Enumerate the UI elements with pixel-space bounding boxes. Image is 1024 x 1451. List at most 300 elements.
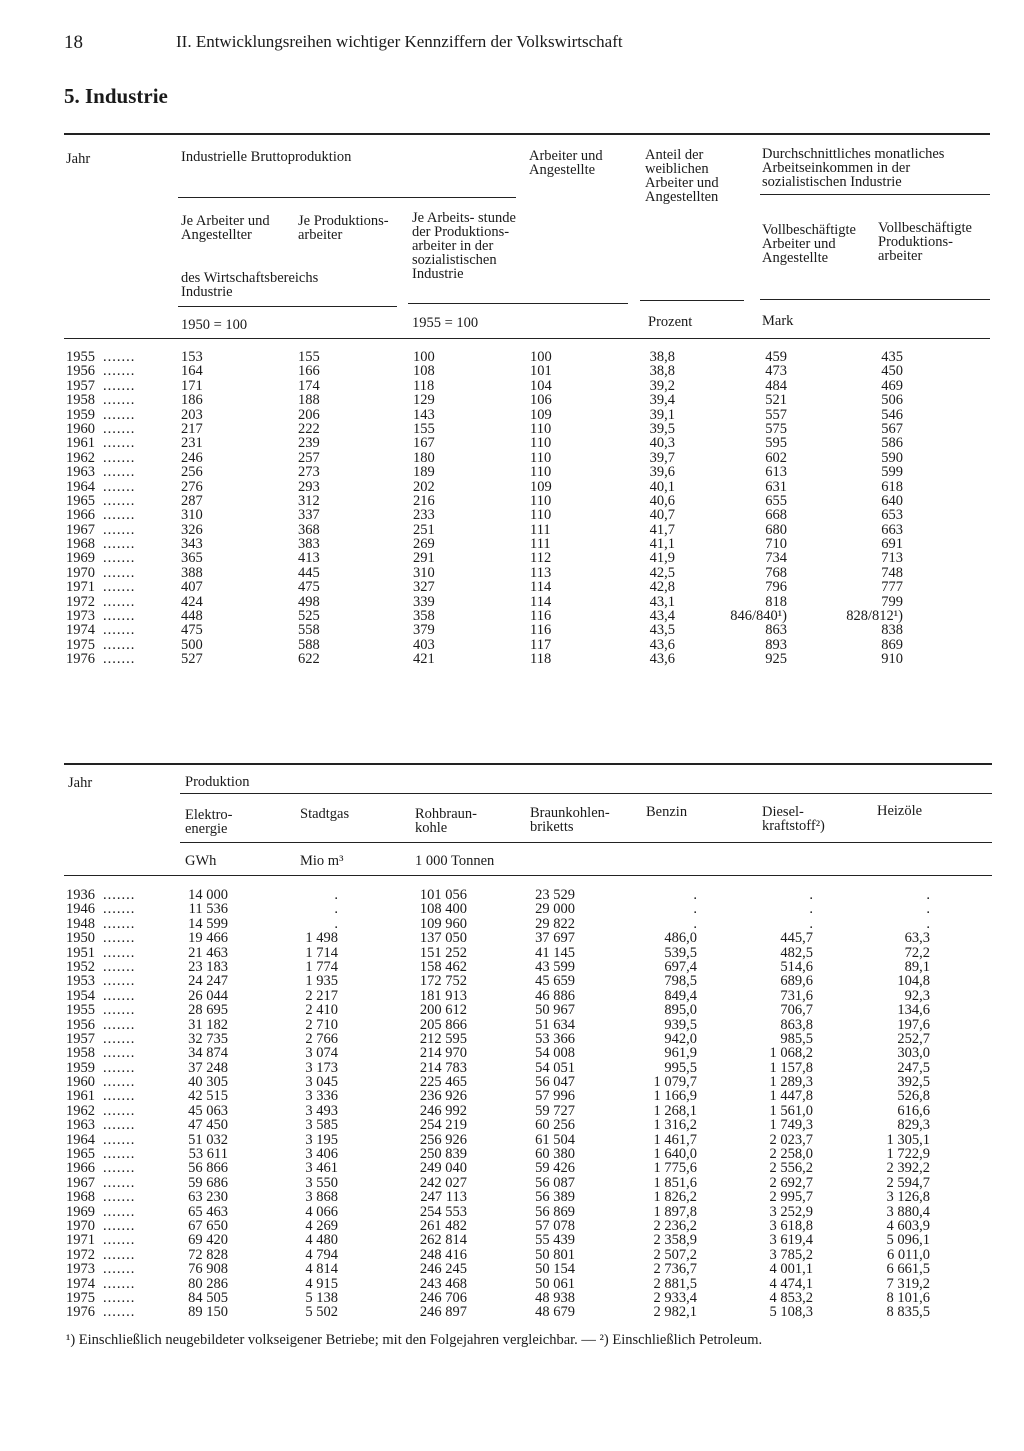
cell-e: 1 079,7 [653,1074,697,1091]
table2-sub-rule [180,842,992,843]
cell-b: 383 [298,536,320,553]
row-leader-dots: ....... [103,420,136,437]
table1-unit-prozent: Prozent [648,314,693,330]
cell-f: 445,7 [780,930,813,947]
cell-g: 134,6 [897,1002,930,1019]
cell-b: 3 585 [305,1117,338,1134]
table-row [0,902,1024,916]
cell-f: 731,6 [780,987,813,1004]
cell-e: 43,4 [649,608,675,625]
cell-d: 118 [530,651,552,668]
cell-d: 55 439 [535,1232,575,1249]
table1-header-je-arbeiter: Je Arbeiter und Angestellter [181,213,270,243]
cell-e: 961,9 [664,1045,697,1062]
cell-g: 663 [881,521,903,538]
cell-g: 7 319,2 [886,1275,930,1292]
cell-g: 3 126,8 [886,1189,930,1206]
cell-c: 251 [413,521,435,538]
row-leader-dots: ....... [103,1059,136,1076]
cell-e: 42,5 [649,564,675,581]
row-year: 1964 [66,1131,95,1148]
cell-d: 110 [530,507,552,524]
table-row [0,408,1024,422]
cell-f: 2 692,7 [769,1174,813,1191]
row-year: 1961 [66,1088,95,1105]
row-year: 1962 [66,449,95,466]
cell-e: 2 933,4 [653,1289,697,1306]
cell-b: 4 794 [305,1246,338,1263]
cell-d: 41 145 [535,944,575,961]
row-leader-dots: ....... [103,349,136,365]
cell-g: 6 011,0 [887,1246,930,1263]
cell-c: 269 [413,536,435,553]
table-row [0,350,1024,364]
table2-top-rule [64,763,992,765]
row-leader-dots: ....... [103,958,136,975]
cell-a: 26 044 [188,987,228,1004]
cell-c: 151 252 [419,944,467,961]
cell-d: 29 000 [535,901,575,918]
cell-e: 939,5 [664,1016,697,1033]
cell-b: 475 [298,579,320,596]
cell-a: 256 [181,464,203,481]
table-row [0,1176,1024,1190]
row-year: 1963 [66,1117,95,1134]
cell-e: 2 358,9 [653,1232,697,1249]
row-leader-dots: ....... [103,1088,136,1105]
table-row [0,989,1024,1003]
row-year: 1953 [66,973,95,990]
table-row [0,1277,1024,1291]
cell-g: 869 [881,636,903,653]
row-leader-dots: ....... [103,478,136,495]
table-row [0,1147,1024,1161]
cell-c: 101 056 [419,887,467,903]
table-row [0,1046,1024,1060]
cell-c: 254 553 [419,1203,467,1220]
row-leader-dots: ....... [103,651,136,668]
cell-g: 2 594,7 [886,1174,930,1191]
table2-header-benzin: Benzin [646,804,688,820]
cell-g: 546 [881,406,903,423]
cell-f: 1 157,8 [769,1059,813,1076]
row-year: 1963 [66,464,95,481]
table2-header-rohbraunkohle: Rohbraun- kohle [415,806,478,836]
cell-e: . [693,887,697,903]
cell-g: 104,8 [897,973,930,990]
table1-sub-rule-4 [760,299,990,300]
cell-c: 246 706 [419,1289,467,1306]
table2-body [0,888,1024,1320]
cell-f: 863,8 [780,1016,813,1033]
cell-c: 158 462 [419,958,467,975]
cell-d: 110 [530,464,552,481]
cell-b: 3 336 [305,1088,338,1105]
cell-c: 212 595 [419,1030,467,1047]
row-year: 1971 [66,1232,95,1249]
cell-e: 486,0 [664,930,697,947]
cell-d: 54 008 [535,1045,575,1062]
row-year: 1958 [66,392,95,409]
row-year: 1964 [66,478,95,495]
table-row [0,1032,1024,1046]
row-leader-dots: ....... [103,915,136,932]
cell-a: 89 150 [188,1304,228,1321]
cell-b: 558 [298,622,320,639]
table-row [0,364,1024,378]
row-leader-dots: ....... [103,1117,136,1134]
row-leader-dots: ....... [103,930,136,947]
cell-g: 72,2 [904,944,930,961]
cell-a: 365 [181,550,203,567]
cell-e: 38,8 [649,363,675,380]
cell-g: 3 880,4 [886,1203,930,1220]
row-leader-dots: ....... [103,363,136,380]
cell-g: 640 [881,492,903,509]
cell-a: 65 463 [188,1203,228,1220]
cell-b: 588 [298,636,320,653]
cell-c: 214 970 [419,1045,467,1062]
cell-a: 56 866 [188,1160,228,1177]
table-row [0,1075,1024,1089]
cell-d: 50 967 [535,1002,575,1019]
cell-d: 110 [530,420,552,437]
cell-f: 1 561,0 [769,1102,813,1119]
row-year: 1975 [66,1289,95,1306]
cell-e: 39,1 [649,406,675,423]
cell-a: 310 [181,507,203,524]
cell-g: 586 [881,435,903,452]
cell-d: 110 [530,435,552,452]
cell-e: 40,6 [649,492,675,509]
cell-a: 32 735 [188,1030,228,1047]
cell-e: 39,2 [649,377,675,394]
cell-a: 51 032 [188,1131,228,1148]
cell-b: . [334,901,338,918]
table-row [0,494,1024,508]
row-year: 1966 [66,507,95,524]
section-title: 5. Industrie [64,84,168,108]
cell-g: 713 [881,550,903,567]
cell-e: 43,5 [649,622,675,639]
row-year: 1956 [66,363,95,380]
row-year: 1962 [66,1102,95,1119]
cell-d: 23 529 [535,887,575,903]
cell-g: 4 603,9 [886,1217,930,1234]
table2-col-year-header: Jahr [68,775,93,791]
row-year: 1969 [66,550,95,567]
cell-f: . [809,887,813,903]
cell-b: 1 774 [305,958,338,975]
cell-g: 777 [881,579,903,596]
cell-e: 895,0 [664,1002,697,1019]
cell-b: 2 766 [305,1030,338,1047]
table2-header-bottom-rule [64,875,992,876]
cell-c: 310 [413,564,435,581]
table2-group-produktion: Produktion [185,774,250,790]
cell-d: 43 599 [535,958,575,975]
cell-g: 567 [881,420,903,437]
cell-c: 143 [413,406,435,423]
cell-a: 388 [181,564,203,581]
row-leader-dots: ....... [103,973,136,990]
cell-b: 174 [298,377,320,394]
table1-header-wirtschaftsbereich: des Wirtschaftsbereichs Industrie [181,270,319,300]
table1-col-year-header: Jahr [66,151,91,167]
table1-header-anteil-weiblich: Anteil der weiblichen Arbeiter und Angestellten [645,147,719,205]
row-year: 1972 [66,1246,95,1263]
cell-d: 100 [530,349,552,365]
cell-g: 506 [881,392,903,409]
cell-b: 3 406 [305,1146,338,1163]
cell-g: 526,8 [897,1088,930,1105]
row-year: 1950 [66,930,95,947]
row-leader-dots: ....... [103,1289,136,1306]
cell-a: 69 420 [188,1232,228,1249]
cell-a: 34 874 [188,1045,228,1062]
table-row [0,566,1024,580]
cell-g: 197,6 [897,1016,930,1033]
row-leader-dots: ....... [103,1232,136,1249]
cell-c: 167 [413,435,435,452]
row-leader-dots: ....... [103,1045,136,1062]
cell-e: 1 826,2 [653,1189,697,1206]
cell-d: 48 938 [535,1289,575,1306]
row-leader-dots: ....... [103,1261,136,1278]
cell-c: 129 [413,392,435,409]
cell-b: 257 [298,449,320,466]
cell-b: 368 [298,521,320,538]
cell-c: 291 [413,550,435,567]
cell-e: 1 640,0 [653,1146,697,1163]
table-row [0,638,1024,652]
cell-d: 56 047 [535,1074,575,1091]
cell-f: 680 [765,521,787,538]
cell-g: 6 661,5 [886,1261,930,1278]
cell-a: 276 [181,478,203,495]
table2-header-briketts: Braunkohlen- briketts [530,805,610,835]
cell-d: 54 051 [535,1059,575,1076]
cell-c: 236 926 [419,1088,467,1105]
cell-e: 942,0 [664,1030,697,1047]
table-row [0,917,1024,931]
cell-a: 47 450 [188,1117,228,1134]
cell-b: 3 493 [305,1102,338,1119]
table-row [0,974,1024,988]
table-row [0,1003,1024,1017]
cell-g: 2 392,2 [886,1160,930,1177]
table1-header-vollb-produktionsarbeiter: Vollbeschäftigte Produktions- arbeiter [878,220,972,264]
row-leader-dots: ....... [103,1304,136,1321]
row-year: 1956 [66,1016,95,1033]
cell-b: 622 [298,651,320,668]
row-leader-dots: ....... [103,901,136,918]
table-row [0,480,1024,494]
row-year: 1976 [66,651,95,668]
table-row [0,931,1024,945]
cell-f: 575 [765,420,787,437]
row-leader-dots: ....... [103,521,136,538]
cell-g: 1 305,1 [886,1131,930,1148]
cell-e: 1 897,8 [653,1203,697,1220]
cell-a: 343 [181,536,203,553]
cell-c: 181 913 [419,987,467,1004]
row-leader-dots: ....... [103,1131,136,1148]
cell-c: 242 027 [419,1174,467,1191]
cell-f: 734 [765,550,787,567]
cell-a: 14 000 [188,887,228,903]
row-year: 1936 [66,887,95,903]
cell-g: 828/812¹) [846,608,903,625]
cell-c: 202 [413,478,435,495]
cell-a: 40 305 [188,1074,228,1091]
cell-e: 41,7 [649,521,675,538]
table1-header-bottom-rule [64,338,990,339]
cell-g: 92,3 [904,987,930,1004]
cell-f: 2 023,7 [769,1131,813,1148]
table-row [0,1061,1024,1075]
cell-d: 111 [530,536,551,553]
row-year: 1970 [66,564,95,581]
row-leader-dots: ....... [103,1074,136,1091]
cell-c: 108 400 [419,901,467,918]
cell-d: 114 [530,579,552,596]
row-year: 1958 [66,1045,95,1062]
cell-a: 84 505 [188,1289,228,1306]
cell-b: 3 868 [305,1189,338,1206]
cell-a: 527 [181,651,203,668]
cell-f: 2 556,2 [769,1160,813,1177]
cell-a: 424 [181,593,203,610]
row-year: 1957 [66,377,95,394]
table-row [0,960,1024,974]
cell-a: 31 182 [188,1016,228,1033]
row-year: 1955 [66,1002,95,1019]
cell-g: 838 [881,622,903,639]
cell-g: 691 [881,536,903,553]
cell-b: 3 173 [305,1059,338,1076]
row-year: 1971 [66,579,95,596]
table-row [0,1305,1024,1319]
cell-e: 41,9 [649,550,675,567]
row-year: 1959 [66,1059,95,1076]
row-leader-dots: ....... [103,536,136,553]
row-year: 1960 [66,420,95,437]
cell-f: 482,5 [780,944,813,961]
table1-top-rule [64,133,990,135]
cell-a: 19 466 [188,930,228,947]
cell-a: 407 [181,579,203,596]
cell-d: 60 256 [535,1117,575,1134]
cell-c: 100 [413,349,435,365]
cell-d: 59 426 [535,1160,575,1177]
cell-a: 164 [181,363,203,380]
cell-c: 327 [413,579,435,596]
cell-d: 110 [530,492,552,509]
cell-b: 1 935 [305,973,338,990]
table-row [0,1104,1024,1118]
table-row [0,451,1024,465]
cell-a: 448 [181,608,203,625]
row-leader-dots: ....... [103,492,136,509]
cell-f: 985,5 [780,1030,813,1047]
cell-c: 155 [413,420,435,437]
cell-b: 2 410 [305,1002,338,1019]
cell-b: 4 269 [305,1217,338,1234]
row-leader-dots: ....... [103,636,136,653]
row-leader-dots: ....... [103,1160,136,1177]
cell-d: 116 [530,622,552,639]
row-year: 1965 [66,492,95,509]
cell-a: 23 183 [188,958,228,975]
cell-a: 217 [181,420,203,437]
row-leader-dots: ....... [103,1146,136,1163]
cell-d: 56 389 [535,1189,575,1206]
row-leader-dots: ....... [103,377,136,394]
cell-c: 118 [413,377,435,394]
cell-b: . [334,915,338,932]
cell-d: 117 [530,636,552,653]
row-year: 1966 [66,1160,95,1177]
table2-group-rule [180,793,992,794]
cell-f: 631 [765,478,787,495]
cell-b: 498 [298,593,320,610]
table1-sub-rule-1 [178,306,397,307]
cell-c: 247 113 [420,1189,467,1206]
cell-c: 200 612 [419,1002,467,1019]
cell-e: 39,6 [649,464,675,481]
cell-c: 225 465 [419,1074,467,1091]
cell-f: 768 [765,564,787,581]
cell-b: 4 066 [305,1203,338,1220]
running-title: II. Entwicklungsreihen wichtiger Kennziffern der Volkswirtschaft [176,32,623,51]
cell-e: 38,8 [649,349,675,365]
table1-einkommen-rule [760,194,990,195]
cell-e: 1 851,6 [653,1174,697,1191]
cell-b: 312 [298,492,320,509]
cell-a: 67 650 [188,1217,228,1234]
footnote: ¹) Einschließlich neugebildeter volkseigener Betriebe; mit den Folgejahren vergleichbar. — ²) Einschließlich Petroleum. [66,1332,763,1348]
cell-d: 116 [530,608,552,625]
cell-a: 63 230 [188,1189,228,1206]
cell-d: 109 [530,406,552,423]
cell-e: 1 775,6 [653,1160,697,1177]
row-year: 1972 [66,593,95,610]
table-row [0,393,1024,407]
table1-unit-mark: Mark [762,313,794,329]
cell-f: 846/840¹) [730,608,787,625]
cell-e: 697,4 [664,958,697,975]
cell-c: 109 960 [419,915,467,932]
cell-a: 14 599 [188,915,228,932]
cell-a: 21 463 [188,944,228,961]
cell-e: 2 881,5 [653,1275,697,1292]
cell-b: 413 [298,550,320,567]
row-year: 1974 [66,622,95,639]
cell-g: 247,5 [897,1059,930,1076]
cell-e: 1 316,2 [653,1117,697,1134]
cell-e: 995,5 [664,1059,697,1076]
cell-g: 799 [881,593,903,610]
cell-b: 5 138 [305,1289,338,1306]
cell-d: 46 886 [535,987,575,1004]
cell-g: 252,7 [897,1030,930,1047]
cell-f: 459 [765,349,787,365]
cell-b: 4 480 [305,1232,338,1249]
row-year: 1968 [66,536,95,553]
table1-unit-1955: 1955 = 100 [412,315,479,331]
cell-c: 403 [413,636,435,653]
